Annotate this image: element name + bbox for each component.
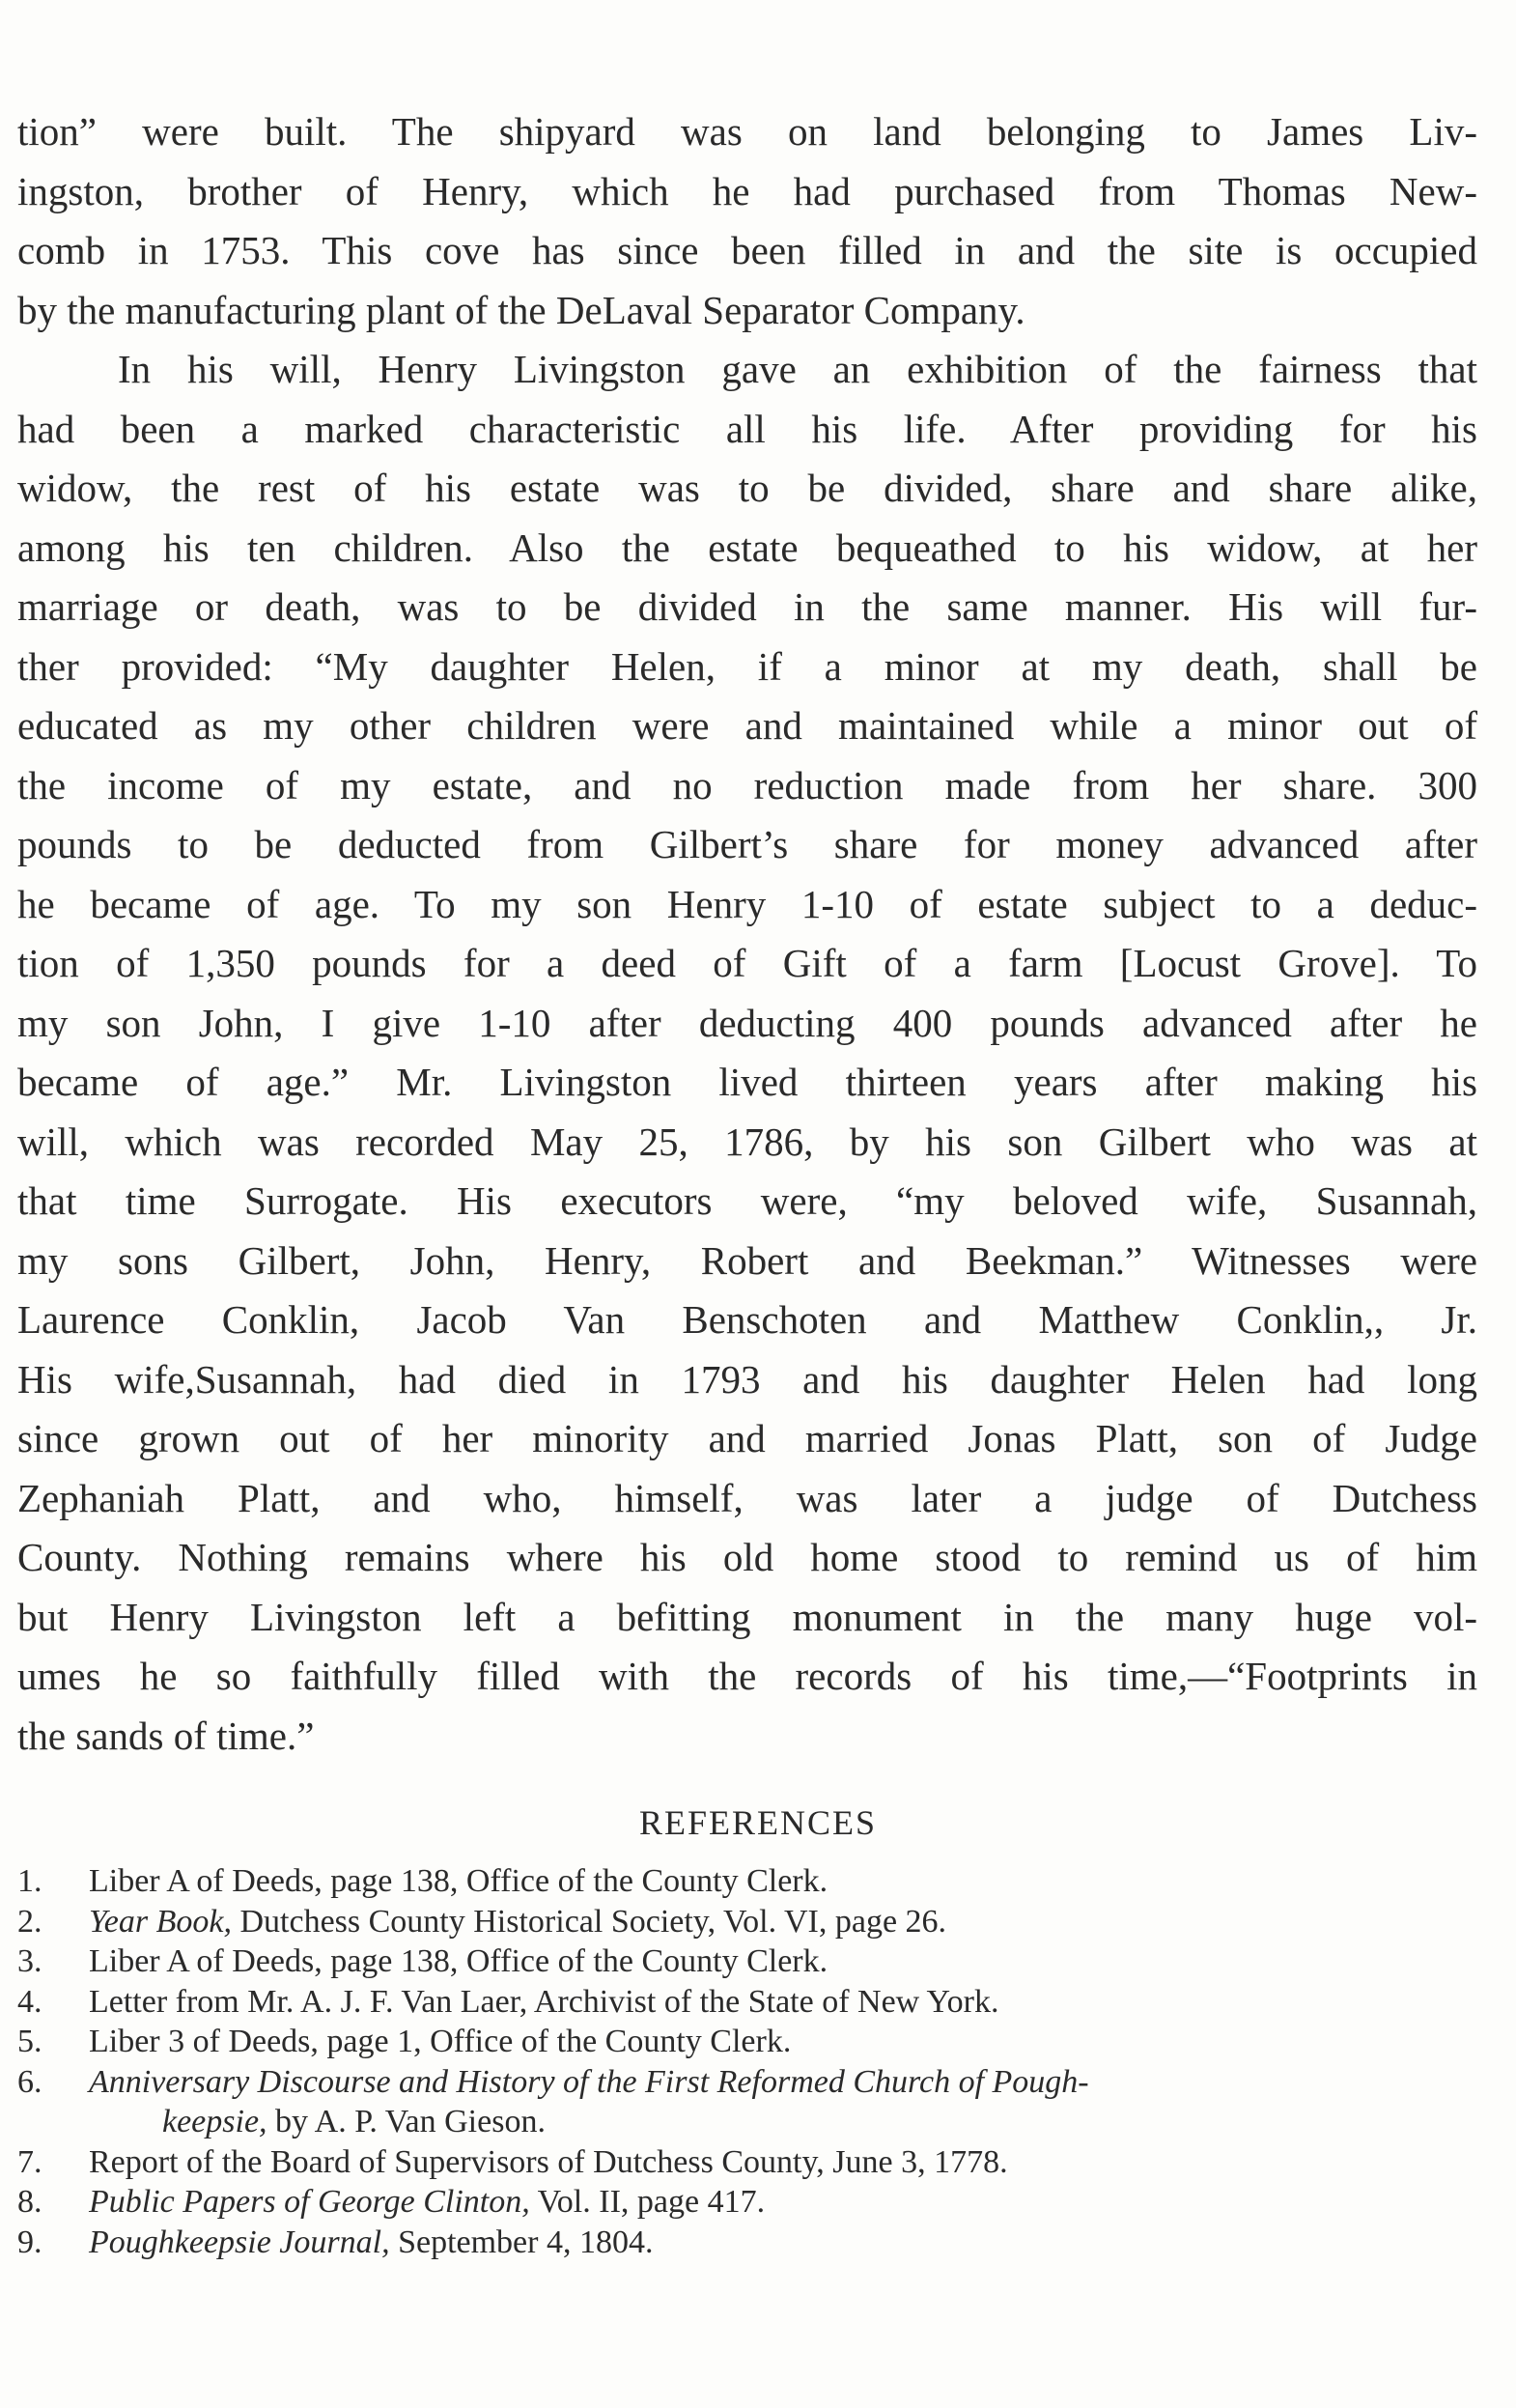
- text-line: that time Surrogate. His executors were, “my beloved wife, Susannah,: [17, 1178, 1477, 1223]
- reference-text: [162, 2102, 1466, 2142]
- reference-number: 2.: [17, 1903, 42, 1940]
- text-line: ther provided: “My daughter Helen, if a minor at my death, shall be: [17, 643, 1477, 689]
- text-line: umes he so faithfully filled with the records of his time,—“Footprints in: [17, 1654, 1477, 1698]
- reference-item: [17, 2223, 1466, 2263]
- text-line: marriage or death, was to be divided in the same manner. His will fur-: [17, 584, 1477, 629]
- text-line: became of age.” Mr. Livingston lived thirteen years after making his: [17, 1060, 1477, 1104]
- reference-plain: Dutchess County Historical Society, Vol. VI, page 26.: [231, 1903, 947, 1940]
- references-list: [17, 1861, 1466, 2262]
- text-line: widow, the rest of his estate was to be divided, share and share alike,: [17, 466, 1477, 510]
- text-line: but Henry Livingston left a befitting monument in the many huge vol-: [17, 1594, 1477, 1639]
- text-line: ingston, brother of Henry, which he had purchased from Thomas New-: [17, 168, 1477, 213]
- text-line: my sons Gilbert, John, Henry, Robert and Beekman.” Witnesses were: [17, 1237, 1477, 1283]
- reference-item: [17, 1861, 1466, 1902]
- reference-italic: keepsie,: [162, 2104, 267, 2139]
- reference-number: 8.: [17, 2184, 42, 2220]
- reference-italic: Public Papers of George Clinton,: [89, 2184, 530, 2220]
- reference-italic: Year Book,: [89, 1903, 232, 1940]
- reference-text: [89, 2062, 1466, 2103]
- reference-plain: Liber A of Deeds, page 138, Office of the County Clerk.: [89, 1943, 828, 1979]
- text-line: pounds to be deducted from Gilbert’s share for money advanced after: [17, 822, 1477, 866]
- reference-text: [89, 1941, 1466, 1982]
- text-line: will, which was recorded May 25, 1786, by his son Gilbert who was at: [17, 1119, 1477, 1164]
- reference-number: 6.: [17, 2063, 42, 2100]
- text-line: he became of age. To my son Henry 1-10 of estate subject to a deduc-: [17, 881, 1477, 926]
- reference-item: [17, 1982, 1466, 2023]
- text-line: tion” were built. The shipyard was on land belonging to James Liv-: [17, 109, 1477, 154]
- reference-text: [89, 1861, 1466, 1902]
- reference-text: [89, 1902, 1466, 1942]
- reference-number: 1.: [17, 1863, 42, 1899]
- text-line: In his will, Henry Livingston gave an exhibition of the fairness that: [118, 347, 1477, 391]
- reference-item: [17, 1902, 1466, 1942]
- text-line: tion of 1,350 pounds for a deed of Gift of a farm [Locust Grove]. To: [17, 941, 1477, 985]
- reference-text: [89, 2182, 1466, 2223]
- text-line: Zephaniah Platt, and who, himself, was later a judge of Dutchess: [17, 1475, 1477, 1520]
- reference-plain: Liber 3 of Deeds, page 1, Office of the County Clerk.: [89, 2024, 792, 2059]
- reference-text: [89, 2022, 1466, 2062]
- reference-text: [89, 2223, 1466, 2263]
- reference-number: 5.: [17, 2024, 42, 2059]
- reference-plain: Report of the Board of Supervisors of Dutchess County, June 3, 1778.: [89, 2143, 1008, 2180]
- reference-italic: Anniversary Discourse and History of the First Reformed Church of Pough-: [89, 2063, 1089, 2100]
- text-line: the income of my estate, and no reduction made from her share. 300: [17, 762, 1477, 807]
- reference-plain: Vol. II, page 417.: [529, 2184, 766, 2220]
- reference-item: [17, 2022, 1466, 2062]
- text-line: by the manufacturing plant of the DeLaval Separator Company.: [17, 287, 1025, 332]
- text-line: my son John, I give 1-10 after deducting 400 pounds advanced after he: [17, 1000, 1477, 1045]
- reference-text: [89, 1982, 1466, 2023]
- references-heading: REFERENCES: [638, 1803, 878, 1842]
- body-paragraphs: [17, 102, 1477, 1766]
- reference-plain: Letter from Mr. A. J. F. Van Laer, Archivist of the State of New York.: [89, 1983, 999, 2020]
- reference-item: [17, 2182, 1466, 2223]
- text-line: had been a marked characteristic all his life. After providing for his: [17, 406, 1477, 451]
- reference-italic: Poughkeepsie Journal,: [89, 2224, 390, 2260]
- text-line: comb in 1753. This cove has since been filled in and the site is occupied: [17, 228, 1477, 272]
- reference-item: [17, 2142, 1466, 2183]
- reference-number: 4.: [17, 1983, 42, 2020]
- reference-continuation: [17, 2102, 1466, 2142]
- text-line: His wife,Susannah, had died in 1793 and his daughter Helen had long: [17, 1356, 1477, 1402]
- text-line: County. Nothing remains where his old home stood to remind us of him: [17, 1535, 1477, 1579]
- reference-plain: by A. P. Van Gieson.: [267, 2104, 546, 2139]
- reference-item: [17, 1941, 1466, 1982]
- reference-plain: September 4, 1804.: [389, 2224, 654, 2260]
- text-line: the sands of time.”: [17, 1713, 315, 1758]
- reference-number: 3.: [17, 1943, 42, 1979]
- text-line: Laurence Conklin, Jacob Van Benschoten and Matthew Conklin,, Jr.: [17, 1297, 1477, 1342]
- reference-item: [17, 2062, 1466, 2103]
- reference-number: 9.: [17, 2224, 42, 2260]
- text-line: educated as my other children were and maintained while a minor out of: [17, 703, 1477, 748]
- text-line: since grown out of her minority and married Jonas Platt, son of Judge: [17, 1416, 1477, 1460]
- reference-number: 7.: [17, 2143, 42, 2180]
- text-line: among his ten children. Also the estate bequeathed to his widow, at her: [17, 524, 1477, 570]
- reference-plain: Liber A of Deeds, page 138, Office of the County Clerk.: [89, 1863, 828, 1899]
- reference-text: [89, 2142, 1466, 2183]
